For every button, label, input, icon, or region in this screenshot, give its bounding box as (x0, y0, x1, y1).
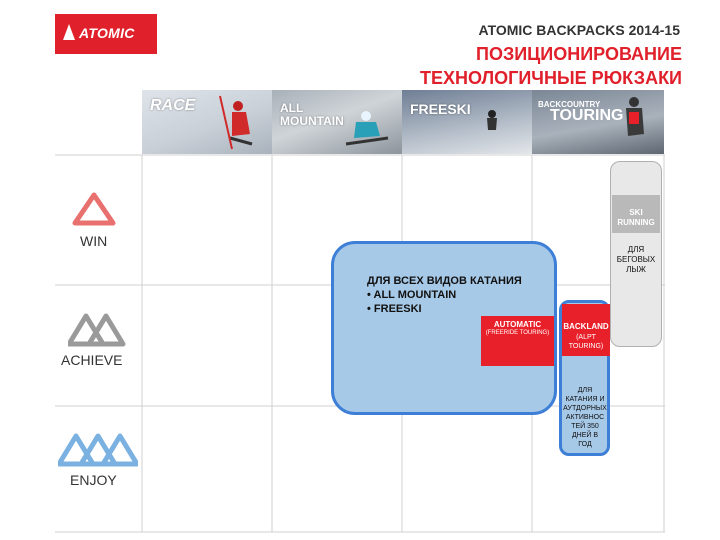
column-label-all-line2: MOUNTAIN (280, 113, 344, 128)
enjoy-triple-triangle-icon (58, 433, 138, 467)
ski-running-title2: RUNNING (617, 218, 655, 227)
backland-desc (562, 386, 608, 449)
page-title-line1: ПОЗИЦИОНИРОВАНИЕ (476, 44, 682, 64)
product-backland-sub1: (ALPT (576, 334, 596, 341)
backland-desc-line: АКТИВНОС (565, 414, 605, 421)
page-title-line2: ТЕХНОЛОГИЧНЫЕ РЮКЗАКИ (419, 68, 682, 88)
row-label-enjoy: ENJOY (70, 472, 117, 488)
backland-desc-line: ДНЕЙ В (571, 432, 599, 439)
column-banner-race (142, 90, 272, 154)
atomic-logo-icon (63, 24, 75, 40)
column-label-all-mountain (280, 102, 344, 127)
backland-desc-line: ГОД (578, 441, 592, 448)
backland-desc-line: ДЛЯ (577, 387, 593, 394)
ski-running-desc (612, 245, 660, 275)
product-automatic-title: AUTOMATIC (493, 320, 542, 329)
column-label-touring-line1: BACKCOUNTRY (538, 100, 601, 109)
column-banner-freeski (402, 90, 532, 154)
segment-all-line1: ДЛЯ ВСЕХ ВИДОВ КАТАНИЯ (367, 275, 522, 287)
achieve-double-triangle-icon (68, 313, 126, 347)
row-label-achieve: ACHIEVE (61, 352, 123, 368)
row-label-win: WIN (80, 233, 108, 249)
ski-running-title1: SKI (629, 208, 643, 217)
product-automatic (481, 316, 554, 366)
column-label-freeski: FREESKI (410, 101, 471, 117)
header-subtitle: ATOMIC BACKPACKS 2014-15 (478, 22, 680, 38)
column-banner-all-mountain (272, 90, 402, 154)
atomic-logo (55, 14, 157, 54)
column-label-touring-line2: TOURING (550, 107, 624, 124)
product-backland-sub2: TOURING) (568, 343, 604, 350)
segment-all-line3: • FREESKI (367, 303, 422, 315)
product-automatic-sub: (FREERIDE TOURING) (485, 330, 550, 336)
segment-all-text (367, 274, 522, 316)
product-backland-title: BACKLAND (563, 322, 609, 331)
product-backland-sub (562, 333, 610, 351)
ski-running-desc-line: БЕГОВЫХ (616, 255, 656, 264)
column-label-race: RACE (150, 97, 196, 114)
backland-desc-line: КАТАНИЯ И (565, 396, 605, 403)
column-label-all-line1: ALL (280, 101, 304, 115)
ski-running-title (612, 208, 660, 228)
segment-all-line2: • ALL MOUNTAIN (367, 289, 457, 301)
backland-desc-line: ТЕЙ 350 (571, 423, 599, 430)
win-triangle-icon (72, 192, 116, 226)
logo-text: ATOMIC (79, 25, 135, 41)
skier-freeski-icon (478, 108, 508, 138)
column-banner-touring (532, 90, 664, 154)
ski-running-desc-line: ДЛЯ (627, 245, 645, 254)
ski-running-desc-line: ЛЫЖ (626, 265, 646, 274)
product-backland (562, 304, 610, 356)
skier-race-icon (212, 94, 272, 154)
backland-desc-line: АУТДОРНЫХ (563, 405, 607, 412)
